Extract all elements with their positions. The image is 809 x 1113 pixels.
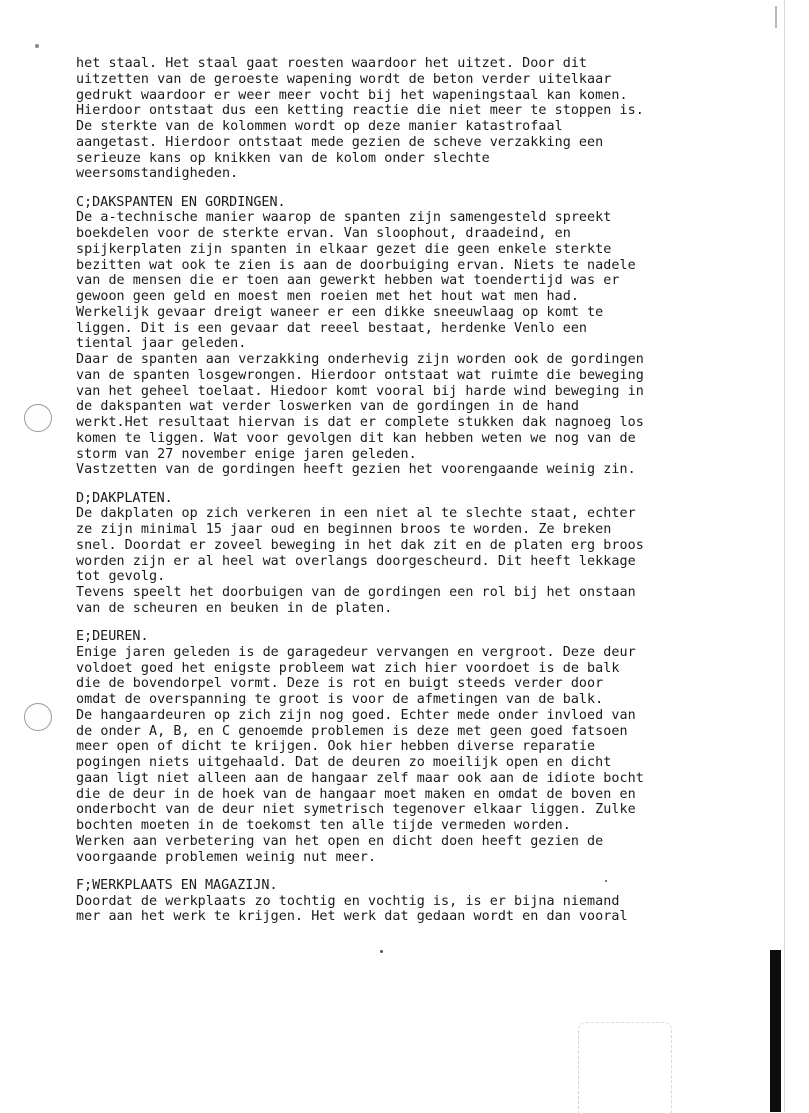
binder-hole-bottom	[24, 703, 52, 731]
text-line: bochten moeten in de toekomst ten alle tijde vermeden worden.	[76, 818, 571, 833]
text-line: Daar de spanten aan verzakking onderhevig zijn worden ook de gordingen	[76, 352, 644, 367]
text-line: voorgaande problemen weinig nut meer.	[76, 849, 377, 865]
text-line: aangetast. Hierdoor ontstaat mede gezien de scheve verzakking een	[76, 134, 604, 150]
text-line: tiental jaar geleden.	[76, 336, 247, 352]
text-line: komen te liggen. Wat voor gevolgen dit kan hebben weten we nog van de	[76, 430, 636, 446]
document-body	[76, 56, 776, 925]
text-line: Enige jaren geleden is de garagedeur vervangen en vergroot. Deze deur	[76, 644, 636, 660]
text-line: De hangaardeuren op zich zijn nog goed. Echter mede onder invloed van	[76, 707, 636, 723]
scan-speck	[380, 950, 383, 953]
text-line: Tevens speelt het doorbuigen van de gordingen een rol bij het onstaan	[76, 585, 636, 600]
section-heading: F;WERKPLAATS EN MAGAZIJN.	[76, 877, 278, 893]
section-heading: D;DAKPLATEN.	[76, 490, 173, 506]
text-line: liggen. Dit is een gevaar dat reeel bestaat, herdenke Venlo een	[76, 320, 588, 336]
page-edge-line	[784, 0, 785, 1112]
text-line: De dakplaten op zich verkeren in een niet al te slechte staat, echter	[76, 506, 636, 522]
section-dakspanten	[76, 195, 776, 479]
text-line: van het geheel toelaat. Hiedoor komt vooral bij harde wind beweging in	[76, 383, 644, 399]
text-line: bezitten wat ook te zien is aan de doorbuiging ervan. Niets te nadele	[76, 257, 636, 273]
section-werkplaats	[76, 878, 776, 925]
text-line: pogingen niets uitgehaald. Dat de deuren zo moeilijk open en dicht	[76, 755, 612, 770]
scan-edge-bar	[770, 950, 781, 1112]
text-line: van de mensen die er toen aan gewerkt hebben wat toendertijd was er	[76, 273, 620, 289]
section-heading: C;DAKSPANTEN EN GORDINGEN.	[76, 194, 286, 210]
scan-smudge	[578, 1022, 672, 1113]
binder-hole-top	[24, 404, 52, 432]
text-line: gewoon geen geld en moest men roeien met het hout wat men had.	[76, 289, 579, 304]
text-line: die de bovendorpel vormt. Deze is rot en buigt steeds verder door	[76, 676, 604, 692]
text-line: onderbocht van de deur niet symetrisch tegenover elkaar liggen. Zulke	[76, 802, 636, 818]
text-line: Doordat de werkplaats zo tochtig en vochtig is, is er bijna niemand	[76, 893, 620, 909]
text-line: Werkelijk gevaar dreigt waneer er een dikke sneeuwlaag op komt te	[76, 304, 604, 320]
section-deuren	[76, 629, 776, 865]
text-line: storm van 27 november enige jaren geleden.	[76, 446, 417, 462]
text-line: spijkerplaten zijn spanten in elkaar gezet die geen enkele sterkte	[76, 241, 612, 257]
text-line: boekdelen voor de sterkte ervan. Van sloophout, draadeind, en	[76, 226, 571, 241]
text-line: gaan ligt niet alleen aan de hangaar zelf maar ook aan de idiote bocht	[76, 770, 644, 786]
text-line: weersomstandigheden.	[76, 166, 239, 182]
text-line: het staal. Het staal gaat roesten waardoor het uitzet. Door dit	[76, 56, 588, 71]
text-line: De a-technische manier waarop de spanten zijn samengesteld spreekt	[76, 210, 612, 226]
text-line: uitzetten van de geroeste wapening wordt de beton verder uitelkaar	[76, 71, 612, 87]
section-dakplaten	[76, 491, 776, 617]
text-line: die de deur in de hoek van de hangaar moet maken en omdat de boven en	[76, 786, 636, 802]
text-line: de dakspanten wat verder loswerken van de gordingen in de hand	[76, 399, 579, 415]
text-line: de onder A, B, en C genoemde problemen is deze met geen goed fatsoen	[76, 723, 628, 739]
text-line: omdat de overspanning te groot is voor de afmetingen van de balk.	[76, 692, 604, 707]
scan-speck	[35, 44, 39, 48]
text-line: De sterkte van de kolommen wordt op deze manier katastrofaal	[76, 119, 563, 134]
text-line: ze zijn minimal 15 jaar oud en beginnen broos te worden. Ze breken	[76, 522, 612, 537]
text-line: Hierdoor ontstaat dus een ketting reactie die niet meer te stoppen is.	[76, 103, 644, 119]
corner-scan-mark	[775, 6, 783, 28]
text-line: serieuze kans op knikken van de kolom onder slechte	[76, 150, 490, 166]
text-line: mer aan het werk te krijgen. Het werk dat gedaan wordt en dan vooral	[76, 909, 628, 925]
text-line: van de spanten losgewrongen. Hierdoor ontstaat wat ruimte die beweging	[76, 367, 644, 383]
text-line: van de scheuren en beuken in de platen.	[76, 600, 393, 616]
text-line: voldoet goed het enigste probleem wat zich hier voordoet is de balk	[76, 660, 620, 676]
text-line: tot gevolg.	[76, 569, 166, 585]
text-line: Werken aan verbetering van het open en dicht doen heeft gezien de	[76, 833, 604, 849]
text-line: werkt.Het resultaat hiervan is dat er complete stukken dak nagnoeg los	[76, 415, 644, 430]
text-line: worden zijn er al heel wat overlangs doorgescheurd. Dit heeft lekkage	[76, 553, 636, 569]
section-heading: E;DEUREN.	[76, 629, 149, 644]
paragraph-continuation	[76, 56, 776, 182]
text-line: meer open of dicht te krijgen. Ook hier hebben diverse reparatie	[76, 739, 596, 755]
text-line: gedrukt waardoor er weer meer vocht bij het wapeningstaal kan komen.	[76, 87, 628, 103]
text-line: snel. Doordat er zoveel beweging in het dak zit en de platen erg broos	[76, 537, 644, 553]
text-line: Vastzetten van de gordingen heeft gezien het voorengaande weinig zin.	[76, 462, 636, 478]
